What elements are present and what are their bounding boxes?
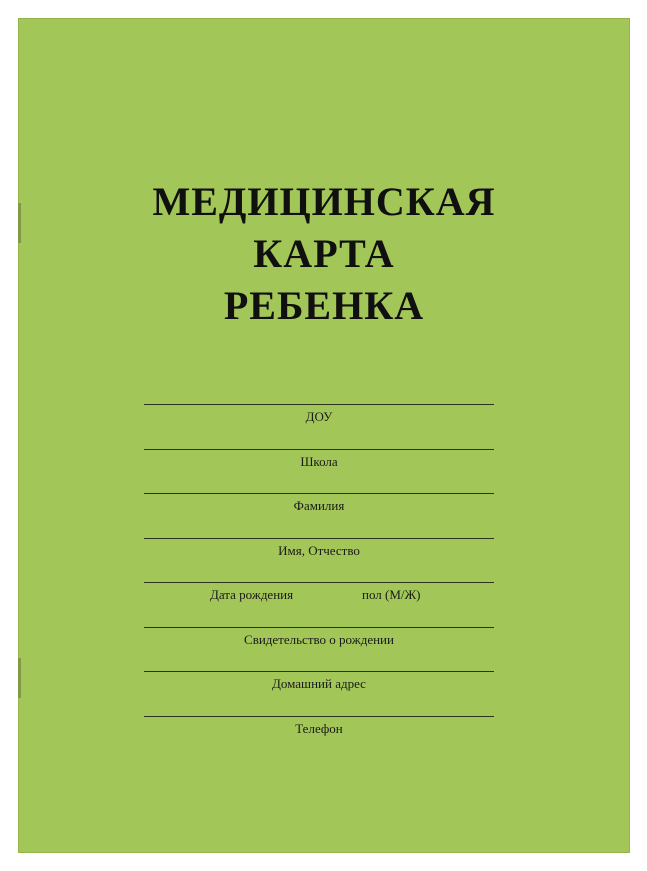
field-phone[interactable] — [144, 716, 494, 761]
fill-line — [144, 404, 494, 405]
fill-line — [144, 582, 494, 583]
card-title — [18, 176, 630, 332]
field-label-birth-certificate: Свидетельство о рождении — [244, 631, 394, 647]
field-name-patronymic[interactable] — [144, 538, 494, 583]
form-fields — [144, 404, 494, 760]
title-line-3: РЕБЕНКА — [223, 283, 425, 328]
field-label-school: Школа — [300, 453, 338, 469]
card-cover — [18, 18, 630, 853]
field-label-surname: Фамилия — [293, 498, 345, 513]
field-surname[interactable] — [144, 493, 494, 538]
field-home-address[interactable] — [144, 671, 494, 716]
field-label-home-address: Домашний адрес — [272, 676, 366, 691]
field-label-sex: пол (М/Ж) — [362, 587, 421, 602]
fill-line — [144, 538, 494, 539]
fill-line — [144, 716, 494, 717]
fill-line — [144, 493, 494, 494]
field-label-name-patronymic: Имя, Отчество — [278, 542, 360, 558]
title-line-2: КАРТА — [253, 231, 395, 276]
fill-line — [144, 449, 494, 450]
field-school[interactable] — [144, 449, 494, 494]
field-label-dou: ДОУ — [305, 409, 333, 424]
field-label-birthdate: Дата рождения — [210, 587, 294, 602]
field-birth-certificate[interactable] — [144, 627, 494, 672]
title-line-1: МЕДИЦИНСКАЯ — [152, 179, 496, 224]
binding-mark — [18, 658, 21, 698]
field-label-phone: Телефон — [295, 720, 343, 736]
field-birthdate-sex[interactable] — [144, 582, 494, 627]
field-dou[interactable] — [144, 404, 494, 449]
fill-line — [144, 627, 494, 628]
fill-line — [144, 671, 494, 672]
